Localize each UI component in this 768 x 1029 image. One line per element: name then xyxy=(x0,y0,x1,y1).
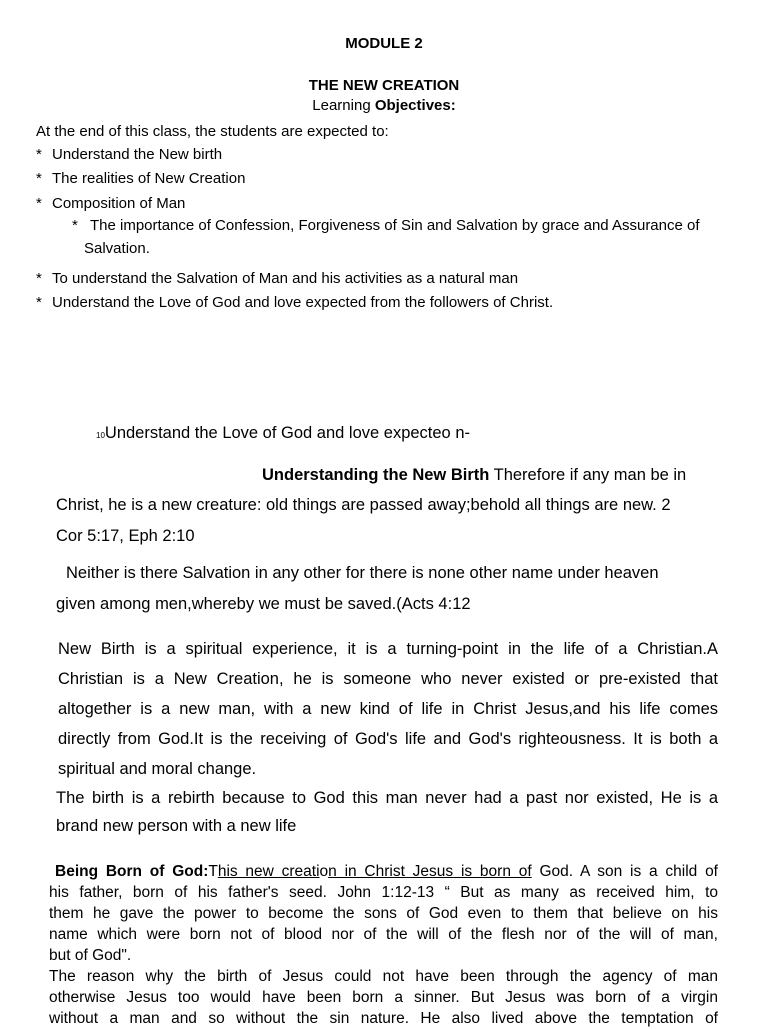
new-birth-line xyxy=(262,460,686,490)
underlined-text: n in Christ Jesus is born of xyxy=(328,863,532,880)
paragraph-line: spiritual and moral change. xyxy=(58,760,257,778)
paragraph-line xyxy=(49,861,718,882)
objective-item xyxy=(36,146,223,164)
new-birth-text: Therefore if any man be in xyxy=(489,466,687,484)
paragraph-line: without a man and so without the sin nature. He also lived above the temptation of xyxy=(49,1010,718,1027)
bullet-marker: * xyxy=(36,146,42,163)
new-birth-reference: Cor 5:17, Eph 2:10 xyxy=(56,527,195,545)
paragraph-line: directly from God.It is the receiving of God's life and God's righteousness. It is both a xyxy=(58,730,718,748)
new-birth-heading: Understanding the New Birth xyxy=(262,466,490,484)
objective-text: The realities of New Creation xyxy=(52,170,246,187)
paragraph-line: them he gave the power to become the sons of God even to them that believe on his xyxy=(49,905,718,922)
paragraph-line: The birth is a rebirth because to God this man never had a past nor existed, He is a xyxy=(56,789,718,807)
rebirth-paragraph xyxy=(56,784,718,840)
paragraph-line: name which were born not of blood nor of the will of the flesh nor of the will of man, xyxy=(49,926,718,943)
fragment-line xyxy=(96,418,470,451)
learning-objectives-heading xyxy=(0,97,768,115)
paragraph-line: but of God". xyxy=(49,947,132,964)
fragment-number: 10 xyxy=(96,431,105,440)
objective-text: The importance of Confession, Forgiveness of Sin and Salvation by grace and Assurance of xyxy=(90,217,700,234)
module-label: MODULE 2 xyxy=(345,35,423,52)
objective-text: Composition of Man xyxy=(52,195,186,212)
objective-item xyxy=(36,195,186,213)
bullet-marker: * xyxy=(36,195,42,212)
learning-prefix: Learning xyxy=(312,97,375,114)
born-of-god-paragraph xyxy=(49,861,718,1029)
objective-item xyxy=(36,270,519,288)
objective-subitem xyxy=(72,217,700,235)
salvation-text-line: Neither is there Salvation in any other for there is none other name under heaven xyxy=(66,564,659,582)
new-birth-paragraph xyxy=(58,634,718,784)
paragraph-line: The reason why the birth of Jesus could not have been through the agency of man xyxy=(49,968,718,985)
objective-text: Understand the New birth xyxy=(52,146,223,163)
fragment-text: Understand the Love of God and love expecteo n- xyxy=(104,424,470,442)
paragraph-line: New Birth is a spiritual experience, it is a turning-point in the life of a Christian.A xyxy=(58,640,718,658)
bullet-marker: * xyxy=(36,294,42,311)
objective-text: To understand the Salvation of Man and his activities as a natural man xyxy=(52,270,519,287)
objective-item xyxy=(36,294,554,312)
paragraph-line: Christian is a New Creation, he is someone who never existed or pre-existed that xyxy=(58,670,718,688)
bullet-marker: * xyxy=(72,217,78,234)
page-title: THE NEW CREATION xyxy=(308,77,460,94)
intro-text: At the end of this class, the students are expected to: xyxy=(36,123,389,140)
text-run: T xyxy=(208,863,218,880)
underlined-text: his new creati xyxy=(217,863,320,880)
new-birth-text-line: Christ, he is a new creature: old things are passed away;behold all things are new. 2 xyxy=(56,496,671,514)
paragraph-line: altogether is a new man, with a new kind of life in Christ Jesus,and his life comes xyxy=(58,700,718,718)
bullet-marker: * xyxy=(36,270,42,287)
paragraph-line: his father, born of his father's seed. John 1:12-13 “ But as many as received him, to xyxy=(49,884,718,901)
salvation-text-line: given among men,whereby we must be saved.(Acts 4:12 xyxy=(56,595,471,613)
born-of-god-heading: Being Born of God: xyxy=(55,863,209,880)
objective-text-continued: Salvation. xyxy=(84,240,150,257)
objectives-label: Objectives: xyxy=(374,97,456,114)
bullet-marker: * xyxy=(36,170,42,187)
objective-text: Understand the Love of God and love expected from the followers of Christ. xyxy=(52,294,554,311)
paragraph-line: brand new person with a new life xyxy=(56,817,297,835)
text-run: o xyxy=(319,863,329,880)
objective-item xyxy=(36,170,246,188)
text-run: God. A son is a child of xyxy=(531,863,718,880)
paragraph-line: otherwise Jesus too would have been born a sinner. But Jesus was born of a virgin xyxy=(49,989,718,1006)
